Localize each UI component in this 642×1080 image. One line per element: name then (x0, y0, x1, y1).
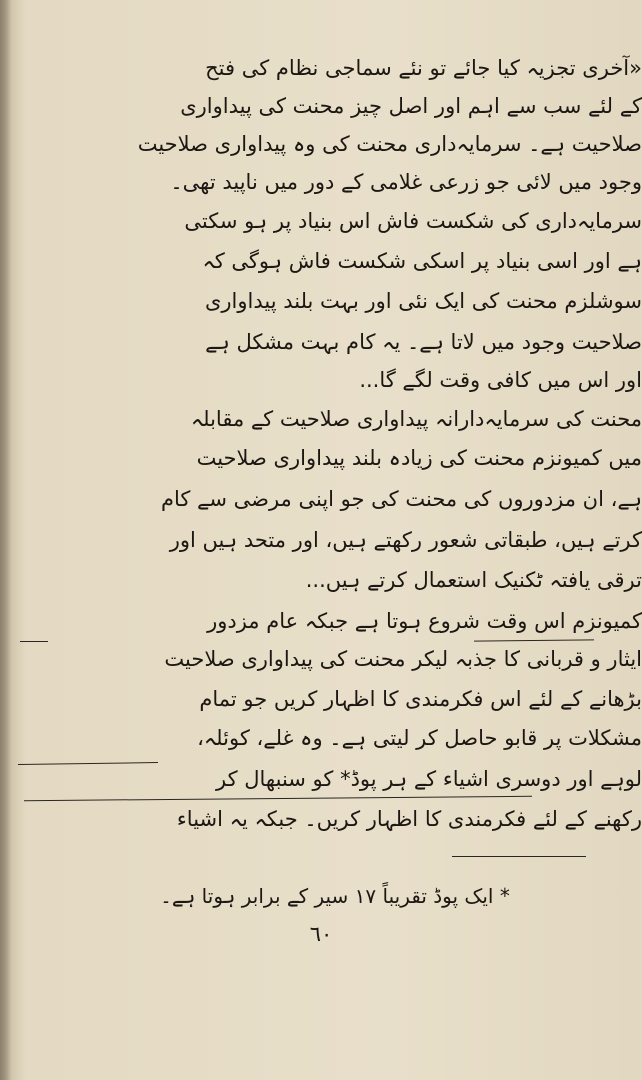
text-line: ہے اور اسی بنیاد پر اسکی شکست فاش ہوگی کہ (202, 249, 642, 273)
text-line: کے لئے سب سے اہم اور اصل چیز محنت کی پیداواری (180, 94, 642, 118)
text-line: وجود میں لائی جو زرعی غلامی کے دور میں ناپید تھی۔ (170, 170, 642, 194)
pen-underline (24, 796, 532, 801)
text-line: اور اس میں کافی وقت لگے گا... (359, 368, 642, 392)
text-line: صلاحیت وجود میں لاتا ہے۔ یہ کام بہت مشکل ہے (205, 330, 642, 354)
text-line: «آخری تجزیہ کیا جائے تو نئے سماجی نظام کی فتح (205, 56, 642, 80)
binding-shadow (0, 0, 12, 1080)
footnote: * ایک پوڈ تقریباً ۱۷ سیر کے برابر ہوتا ہے۔ (160, 884, 510, 908)
text-line: ایثار و قربانی کا جذبہ لیکر محنت کی پیداواری صلاحیت (164, 647, 642, 671)
text-line: لوہے اور دوسری اشیاء کے ہر پوڈ* کو سنبھال کر (216, 767, 642, 791)
text-line: کمیونزم اس وقت شروع ہوتا ہے جبکہ عام مزدور (207, 609, 642, 633)
text-line: بڑھانے کے لئے اس فکرمندی کا اظہار کریں جو تمام (199, 687, 642, 711)
text-line: ہے، ان مزدوروں کی محنت کی جو اپنی مرضی سے کام (160, 487, 642, 511)
text-line: کرتے ہیں، طبقاتی شعور رکھتے ہیں، اور متحد ہیں اور (169, 528, 642, 552)
page-number: ٦٠ (309, 922, 333, 946)
text-line: ترقی یافتہ ٹکنیک استعمال کرتے ہیں... (305, 568, 642, 592)
pen-underline (474, 639, 594, 641)
text-line: محنت کی سرمایہ‌دارانہ پیداواری صلاحیت کے مقابلہ (190, 407, 642, 431)
text-line: سرمایہ‌داری کی شکست فاش اس بنیاد پر ہو سکتی (184, 209, 642, 233)
text-line: صلاحیت ہے۔ سرمایہ‌داری محنت کی وہ پیداواری صلاحیت (137, 132, 642, 156)
footnote-rule (452, 856, 586, 857)
text-line: رکھنے کے لئے فکرمندی کا اظہار کریں۔ جبکہ یہ اشیاء (176, 807, 642, 831)
text-line: مشکلات پر قابو حاصل کر لیتی ہے۔ وہ غلے، کوئلہ، (197, 726, 642, 750)
text-line: میں کمیونزم محنت کی زیادہ بلند پیداواری صلاحیت (196, 446, 642, 470)
text-line: سوشلزم محنت کی ایک نئی اور بہت بلند پیداواری (204, 289, 642, 313)
pen-underline (20, 641, 48, 642)
